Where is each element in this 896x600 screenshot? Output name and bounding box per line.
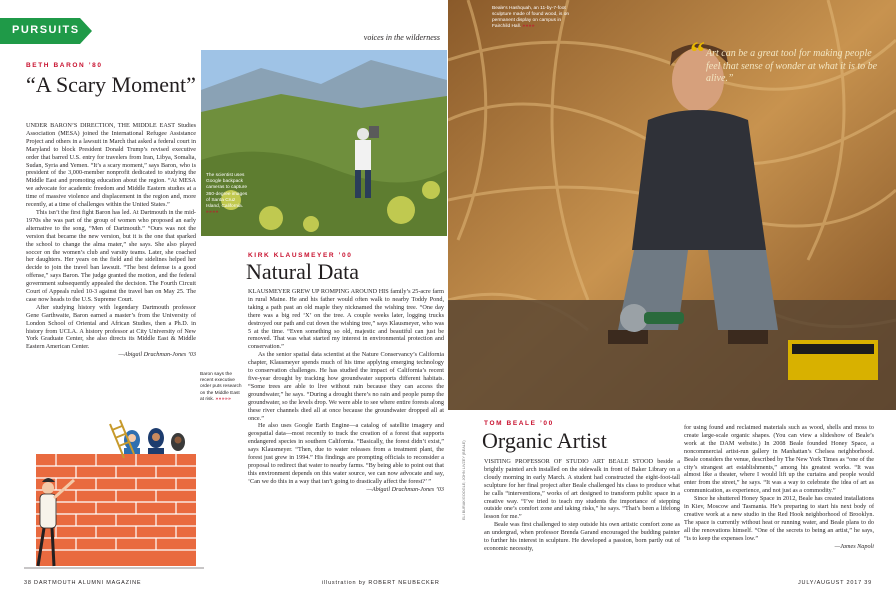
baron-byline: BETH BARON ’80 (26, 62, 103, 69)
quote-mark-icon: “ (690, 36, 705, 69)
baron-paragraph-2: This isn’t the first fight Baron has led. At Dartmouth in the mid-1970s she was part of the group of women who proposed an early alternative to the song, “Men of Dartmouth.” “Ours was not the version that became the new version, but it is the one that sparked the school to change the alma mater,” she says. She also played soccer on the women’s club and varsity teams. Later, she coached her daughters. Her years on the field and the sidelines helped her decide to join the travel ban lawsuit. “The best defense is a good offense,” says Baron. The judge granted the motion, and the federal government subsequently appealed the decision. The Fourth Circuit Court of Appeals ruled 10-3 against the travel ban on May 25. The case now heads to the U.S. Supreme Court. (26, 208, 196, 303)
baron-article-body (26, 122, 196, 416)
section-label: PURSUITS (12, 24, 80, 36)
arrow-icon: »»»» (206, 210, 219, 216)
beale-article-body-col1 (484, 458, 680, 568)
klausmeyer-paragraph-2: As the senior spatial data scientist at the Nature Conservancy’s California chapter, Klausmeyer spends much of his time applying emerging technology to conservation challenges. He has studied the impact of California’s recent five-year drought by tracking how groundwater supports different habitats. “Some trees are able to live without rain because they can access the groundwater,” he says. “During a drought there’s no rain and people pump the groundwater, so the levels drop. We were able to see where entire forests along these river channels died all at once because the groundwater dropped all at once.” (248, 351, 444, 422)
klausmeyer-paragraph-3: He also uses Google Earth Engine—a catalog of satellite imagery and geospatial data—most recently to track the creation of a forest that supports endangered species in southern California. “Basically, the forest didn’t exist,” says Klausmeyer. “Then, due to water releases from a treatment plant, the forest just grew in 1994.” His findings are prompting officials to reconsider a proposal to redirect that water to nearby farms. “By being able to point out that this environment depends on this water source, we can now advocate and say, ‘Can we do this in a way that isn’t going to drastically affect the forest?’ ” (248, 422, 444, 485)
beale-paragraph-4: Since he shuttered Honey Space in 2012, Beale has created installations in Kiev, Moscow and Tasmania. He’s preparing to start his next body of creative work at a new studio in the Red Hook neighborhood of Brooklyn. The space is currently without heat or running water, and Beale plans to do all the renovations himself. “One of the secrets to being an artist,” he says, “is to keep the expenses low.” (684, 495, 874, 542)
beale-byline: TOM BEALE ’00 (484, 420, 554, 427)
beale-lead: VISITING PROFESSOR OF STUDIO ART BEALE STOOD (484, 458, 654, 465)
hiker-photo-caption (206, 173, 250, 216)
beale-paragraph-1: beside a brightly painted arch installed on the sidewalk in front of Baker Library on a cloudy morning in early March. A student had constructed the eight-foot-tall sculpture for her final project after Beale challenged his class to produce what he calls “interventions,” works of art designed to transform public space in a creative way. “I’ve tried to teach my students the importance of stepping outside one’s comfort zone and taking risks,” he says. “That’s been a lifelong lesson for me.” (484, 458, 680, 521)
baron-lead: UNDER BARON’S DIRECTION, THE MIDDLE EAST (26, 122, 175, 129)
baron-side-caption-text: Baron says the recent executive order puts research on the Middle East at risk. (200, 372, 242, 402)
beale-article-body-col2 (684, 424, 874, 570)
klausmeyer-article-body (248, 288, 444, 568)
arrow-icon: »»»» (522, 24, 536, 30)
brick-wall-icon (36, 454, 196, 566)
photo-credit: ELI BURAK/GOOGLE; JOHN LIVZEY (BEALE) (462, 440, 466, 520)
tool-case-icon (788, 340, 878, 380)
artist-caption-text: Beale’s Hashquah, an 11-by-7-foot sculpture made of found wood, is on permanent display on campus in Fairchild Hall. (492, 6, 570, 30)
baron-headline: “A Scary Moment” (26, 72, 196, 97)
arrow-icon: »»»»» (215, 396, 232, 402)
footer-left: 38 DARTMOUTH ALUMNI MAGAZINE (24, 580, 142, 586)
footer-illustration-credit: illustration by ROBERT NEUBECKER (322, 580, 440, 586)
baron-paragraph-3: After studying history with legendary Dartmouth professor Gene Garthwaite, Baron earned a master’s from the University of London School of Oriental and African Studies, then a Ph.D. in history from UCLA. A history professor at City University of New York Graduate Center, she also directs its Middle East & Middle Eastern American Center. (26, 303, 196, 351)
klausmeyer-paragraph-1: family’s 25-acre farm in rural Maine. He and his father would often walk to nearby Toddy Pond, taking a path past an old maple they nicknamed the wishing tree. “One day there was a big red ‘X’ on the tree. A couple weeks later, logging trucks destroyed our path and cut down the wishing tree,” says Klausmeyer, who was 5 at the time. “Even something so old, majestic and beautiful can just be removed. That was what started my interest in environmental protection and conservation.” (248, 288, 444, 351)
beale-signature: —James Napoli (834, 542, 874, 550)
pull-quote: Art can be a great tool for making people feel that sense of wonder at what it is to be alive.” (706, 48, 878, 84)
hiker-caption-text: The scientist uses Google backpack cameras to capture 360-degree images of Santa Cruz Island, California. (206, 173, 248, 210)
baron-paragraph-1: Studies Association (MESA) joined the International Refugee Assistance Project and others in a lawsuit in March that asked a federal court in Maryland to block President Donald Trump’s revised executive order that barred U.S. entry for travelers from Iran, Libya, Somalia, Sudan, Syria and Yemen. “It’s a scary moment,” says Baron, who is president of the 3,000-member nonprofit dedicated to studying the Middle East and promoting education about the region. “At MESA we advocate for academic freedom and Middle Eastern studies at a time of massive violence and displacement in the region and, more recently, at a time of challenges within the United States.” (26, 122, 196, 209)
klausmeyer-signature: —Abigail Drachman-Jones ’03 (366, 485, 444, 493)
artist-photo-caption (492, 6, 578, 30)
beale-headline: Organic Artist (482, 428, 607, 453)
footer-right: JULY/AUGUST 2017 39 (798, 580, 872, 586)
klausmeyer-headline: Natural Data (246, 259, 359, 284)
baron-side-caption (200, 372, 242, 403)
section-subhead: voices in the wilderness (318, 33, 440, 42)
klausmeyer-byline: KIRK KLAUSMEYER ’00 (248, 252, 353, 259)
beale-paragraph-3: for using found and reclaimed materials such as wood, shells and moss to create large-scale organic shapes. (You can view a slideshow of Beale’s work at the DAM website.) In 2008 Beale founded Honey Space, a noncommercial artist-run gallery in Manhattan’s Chelsea neighborhood. Beale considers the venue, described by The New York Times as “one of the city’s strangest art establishments,” among his greatest works. “It was almost like a theater, where I would lift up the curtains and people would enter from the street,” he says. “It was a way to celebrate the idea of art as communication, as experience, and not just as a commodity.” (684, 424, 874, 495)
illustration-wall (24, 418, 204, 580)
klausmeyer-lead: KLAUSMEYER GREW UP ROMPING AROUND HIS (248, 288, 389, 295)
baron-signature: —Abigail Drachman-Jones ’03 (118, 351, 196, 359)
beale-paragraph-2: Beale was first challenged to step outside his own artistic comfort zone as an undergrad, when professor Brenda Garand encouraged the budding painter to further his interest in sculpture. He developed a passion, born partly out of economic necessity, (484, 521, 680, 552)
